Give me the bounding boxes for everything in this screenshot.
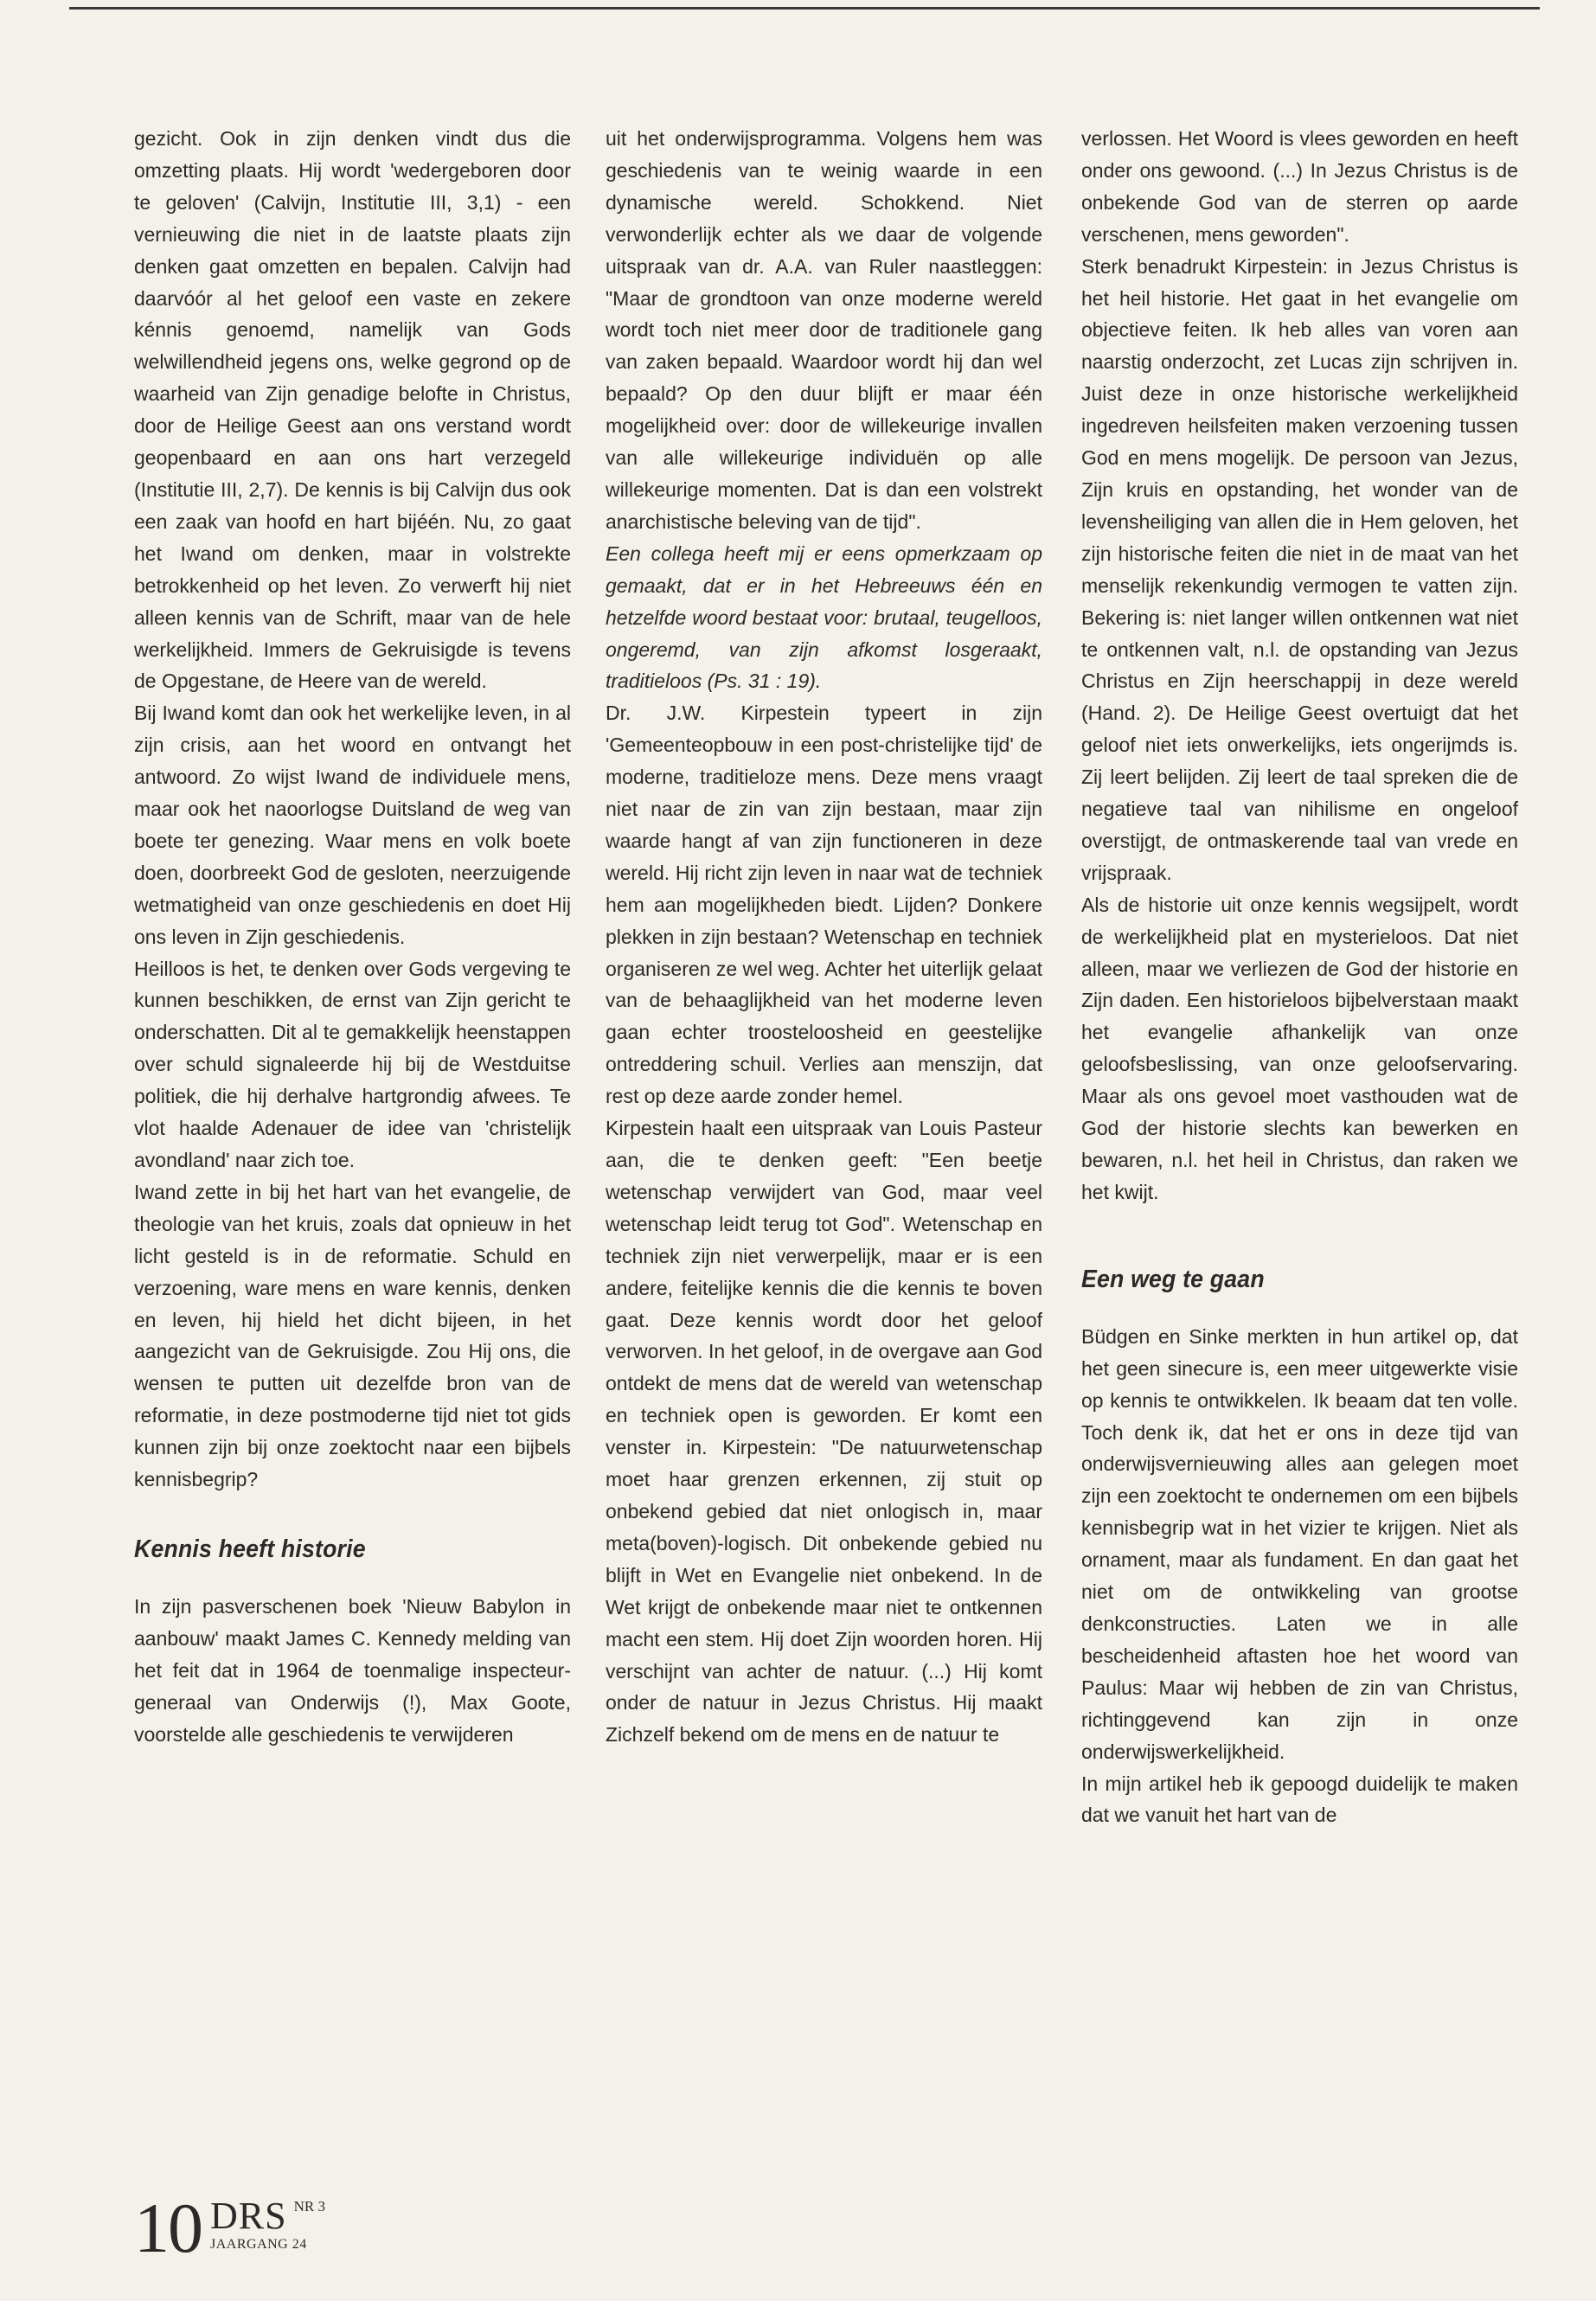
paragraph: uit het onderwijsprogramma. Volgens hem was geschiedenis van te weinig waarde in een dynamische wereld. Schokkend. Niet verwonderlijk echter als we daar de volgende uitspraak van dr. A.A. van Ruler naastleggen: "Maar de grondtoon van onze moderne wereld wordt toch niet meer door de traditionele gang van zaken bepaald. Waardoor wordt hij dan wel bepaald? Op den duur blijft er maar één mogelijkheid over: door de willekeurige invallen van alle willekeurige individuën op alle willekeurige momenten. Dat is dan een volstrekt anarchistische beleving van de tijd". [606, 127, 1042, 533]
paragraph: Kirpestein haalt een uitspraak van Louis Pasteur aan, die te denken geeft: "Een beetje wetenschap verwijdert van God, maar veel wetenschap leidt terug tot God". Wetenschap en techniek zijn niet verwerpelijk, maar er is een andere, feitelijke kennis die die kennis te boven gaat. Deze kennis wordt door het geloof verworven. In het geloof, in de overgave aan God ontdekt de mens dat de wereld van wetenschap en techniek open is geworden. Er komt een venster in. Kirpestein: "De natuurwetenschap moet haar grenzen erkennen, zij stuit op onbekend gebied dat niet onlogisch in, maar meta(boven)-logisch. Dit onbekende gebied nu blijft in Wet en Evangelie niet onbekend. In de Wet krijgt de onbekende maar niet te ontkennen macht een stem. Hij doet Zijn woorden horen. Hij verschijnt van achter de natuur. (...) Hij komt onder de natuur in Jezus Christus. Hij maakt Zichzelf bekend om de mens en de natuur te [606, 1117, 1042, 1747]
magazine-title: DRS [210, 2195, 287, 2237]
paragraph: gezicht. Ook in zijn denken vindt dus die omzetting plaats. Hij wordt 'wedergeboren door te geloven' (Calvijn, Institutie III, 3,1) - een vernieuwing die niet in de laatste plaats zijn denken gaat omzetten en bepalen. Calvijn had daarvóór al het geloof een vaste en zekere kénnis genoemd, namelijk van Gods welwillendheid jegens ons, welke gegrond op de waarheid van Zijn genadige belofte in Christus, door de Heilige Geest aan ons verstand wordt geopenbaard en aan ons hart verzegeld (Institutie III, 2,7). De kennis is bij Calvijn dus ook een zaak van hoofd en hart bijéén. Nu, zo gaat het Iwand om denken, maar in volstrekte betrokkenheid op het leven. Zo verwerft hij niet alleen kennis van de Schrift, maar van de hele werkelijkheid. Immers de Gekruisigde is tevens de Opgestane, de Heere van de wereld. [134, 127, 571, 693]
paragraph: Bij Iwand komt dan ook het werkelijke leven, in al zijn crisis, aan het woord en ontvangt het antwoord. Zo wijst Iwand de individuele mens, maar ook het naoorlogse Duitsland de weg van boete ter genezing. Waar mens en volk boete doen, doorbreekt God de gesloten, neerzuigende wetmatigheid van onze geschiedenis en doet Hij ons leven in Zijn geschiedenis. [134, 702, 571, 948]
paragraph: Heilloos is het, te denken over Gods vergeving te kunnen beschikken, de ernst van Zijn gericht te onderschatten. Dit al te gemakkelijk heenstappen over schuld signaleerde hij bij de Westduitse politiek, die hij derhalve hartgrondig afwees. Te vlot haalde Adenauer de idee van 'christelijk avondland' naar zich toe. [134, 957, 571, 1171]
top-rule [69, 7, 1540, 10]
paragraph: In zijn pasverschenen boek 'Nieuw Babylon in aanbouw' maakt James C. Kennedy melding van het feit dat in 1964 de toenmalige inspecteur-generaal van Onderwijs (!), Max Goote, voorstelde alle geschiedenis te verwijderen [134, 1594, 571, 1746]
column-1 [134, 123, 571, 1751]
column-2 [606, 123, 1042, 1751]
paragraph: Sterk benadrukt Kirpestein: in Jezus Christus is het heil historie. Het gaat in het evangelie om objectieve feiten. Ik heb alles van voren aan naarstig onderzocht, zet Lucas zijn schrijven in. Juist deze in onze historische werkelijkheid ingedreven heilsfeiten maken verzoening tussen God en mens mogelijk. De persoon van Jezus, Zijn kruis en opstanding, het wonder van de levensheiliging van allen die in Hem geloven, het zijn historische feiten die niet in de maat van het menselijk rekenkundig vermogen te vatten zijn. Bekering is: niet langer willen ontkennen wat niet te ontkennen valt, n.l. de opstanding van Jezus Christus en Zijn heerschappij in deze wereld (Hand. 2). De Heilige Geest overtuigt dat het geloof niet iets onwerkelijks, iets ongerijmds is. Zij leert belijden. Zij leert de taal spreken die de negatieve taal van nihilisme en ongeloof overstijgt, de ontmaskerende taal van vrede en vrijspraak. [1081, 254, 1518, 884]
section-heading: Een weg te gaan [1081, 1265, 1265, 1293]
issue-number: NR 3 [293, 2198, 325, 2214]
paragraph: In mijn artikel heb ik gepoogd duidelijk te maken dat we vanuit het hart van de [1081, 1772, 1518, 1827]
paragraph: Iwand zette in bij het hart van het evangelie, de theologie van het kruis, zoals dat opnieuw in het licht gesteld is in de reformatie. Schuld en verzoening, ware mens en ware kennis, denken en leven, hij hield het dicht bijeen, in het aangezicht van de Gekruisigde. Zou Hij ons, die wensen te putten uit dezelfde bron van de reformatie, in deze postmoderne tijd niet tot gids kunnen zijn bij onze zoektocht naar een bijbels kennisbegrip? [134, 1180, 571, 1491]
paragraph: Büdgen en Sinke merkten in hun artikel op, dat het geen sinecure is, een meer uitgewerkte visie op kennis te ontwikkelen. Ik beaam dat ten volle. Toch denk ik, dat het er ons in deze tijd van onderwijsvernieuwing alles aan gelegen moet zijn een zoektocht te ondernemen om een bijbels kennisbegrip wat in het vizier te krijgen. Niet als ornament, maar als fundament. En dan gaat het niet om de ontwikkeling van grootse denkconstructies. Laten we in alle bescheidenheid aftasten hoe het woord van Paulus: Maar wij hebben de zin van Christus, richtinggevend kan zijn in onze onderwijswerkelijkheid. [1081, 1324, 1518, 1763]
paragraph: Als de historie uit onze kennis wegsijpelt, wordt de werkelijkheid plat en mysterieloos. Dat niet alleen, maar we verliezen de God der historie en Zijn daden. Een historieloos bijbelverstaan maakt het evangelie afhankelijk van onze geloofsbeslissing, van onze geloofservaring. Maar als ons gevoel moet vasthouden wat de God der historie slechts kan bewerken en bewaren, n.l. het heil in Christus, dan raken we het kwijt. [1081, 893, 1518, 1203]
paragraph: verlossen. Het Woord is vlees geworden en heeft onder ons gewoond. (...) In Jezus Christus is de onbekende God van de sterren op aarde verschenen, mens geworden". [1081, 127, 1518, 246]
column-3 [1081, 123, 1518, 1831]
paragraph: Dr. J.W. Kirpestein typeert in zijn 'Gemeenteopbouw in een post-christelijke tijd' de moderne, traditieloze mens. Deze mens vraagt niet naar de zin van zijn bestaan, maar zijn waarde hangt af van zijn functioneren in deze wereld. Hij richt zijn leven in naar wat de techniek hem aan mogelijkheden biedt. Lijden? Donkere plekken in zijn bestaan? Wetenschap en techniek organiseren ze wel weg. Achter het uiterlijk gelaat van de behaaglijkheid van het moderne leven gaan echter troosteloosheid en geestelijke ontreddering schuil. Verlies aan menszijn, dat rest op deze aarde zonder hemel. [606, 702, 1043, 1108]
section-heading: Kennis heeft historie [134, 1535, 366, 1563]
page-footer [134, 2189, 325, 2267]
magazine-info [210, 2197, 325, 2253]
page-number: 10 [134, 2189, 202, 2267]
paragraph-italic: Een collega heeft mij er eens opmerkzaam op gemaakt, dat er in het Hebreeuws één en hetzelfde woord bestaat voor: brutaal, teugelloos, ongeremd, van zijn afkomst losgeraakt, traditieloos (Ps. 31 : 19). [606, 542, 1042, 693]
volume-label: JAARGANG 24 [210, 2237, 307, 2252]
